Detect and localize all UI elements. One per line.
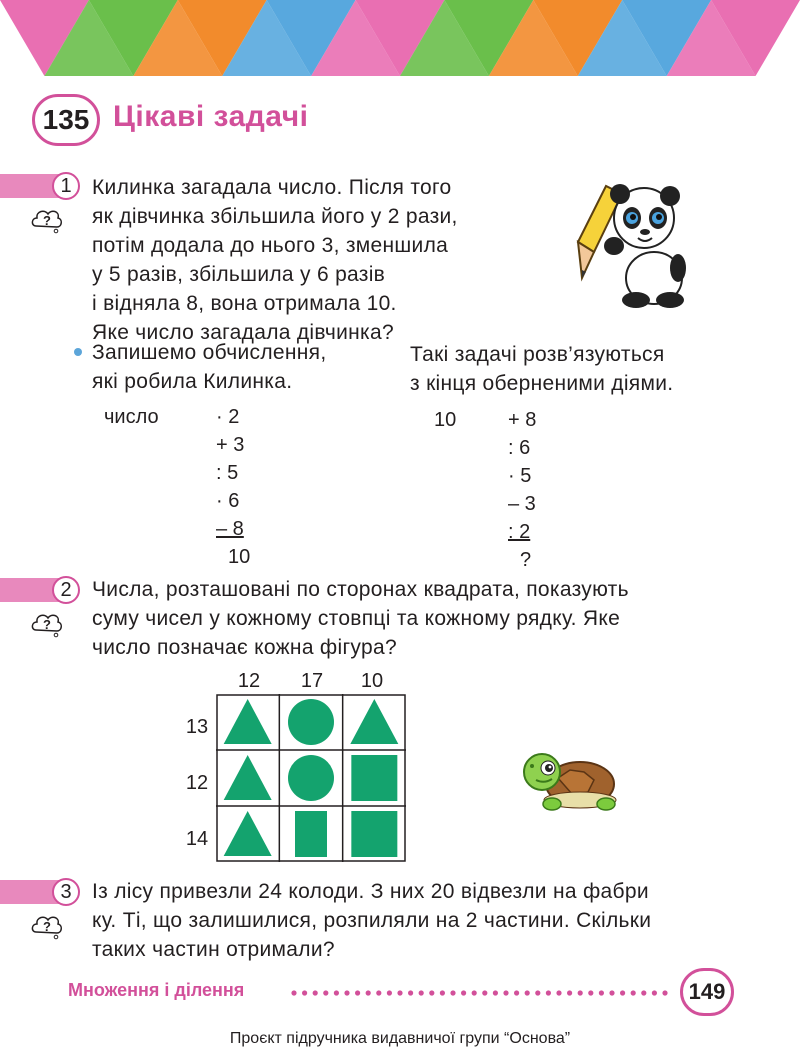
hint-bullet: [74, 348, 82, 356]
question-cloud-icon: [30, 912, 64, 940]
hint-left: Запишемо обчислення, які робила Килинка.: [92, 341, 327, 393]
shape-grid: [216, 694, 406, 862]
task-number: 3: [52, 878, 80, 906]
task3-text: Із лісу привезли 24 колоди. З них 20 відвезли на фабри ку. Ті, що залишилися, розпиляли на 2 частини. Скільки таких частин отримали?: [92, 880, 652, 961]
question-cloud-icon: [30, 610, 64, 638]
lesson-title: Цікаві задачі: [113, 100, 309, 133]
svg-text:?: ?: [43, 919, 51, 934]
svg-text:?: ?: [43, 213, 51, 228]
question-cloud-icon: [30, 206, 64, 234]
row-sum: 12: [185, 772, 209, 794]
row-sum: 14: [185, 828, 209, 850]
shape-rectangle: [295, 811, 327, 857]
column-sum: 12: [237, 670, 261, 692]
task-number: 2: [52, 576, 80, 604]
publisher-credit: Проєкт підручника видавничої групи “Основа”: [229, 1030, 571, 1047]
backward-steps: + 8 : 6 · 5 – 3 : 2 ?: [508, 409, 537, 571]
top-banner: [0, 0, 800, 76]
shape-circle: [288, 699, 334, 745]
lesson-number: 135: [32, 94, 100, 146]
shape-square: [351, 755, 397, 801]
turtle-illustration: [518, 744, 620, 812]
shape-circle: [288, 755, 334, 801]
backward-start: 10: [434, 409, 457, 431]
column-sum: 10: [360, 670, 384, 692]
task2-text: Числа, розташовані по сторонах квадрата, показують суму чисел у кожному стовпці та кожному рядку. Яке число позначає кожна фігура?: [92, 578, 629, 659]
panda-illustration: [570, 174, 700, 314]
shape-square: [351, 811, 397, 857]
task-number: 1: [52, 172, 80, 200]
dotted-leader: [290, 988, 675, 998]
forward-start: число: [104, 406, 159, 428]
section-title: Множення і ділення: [68, 980, 245, 1000]
page-number: 149: [680, 968, 734, 1016]
row-sum: 13: [185, 716, 209, 738]
svg-text:?: ?: [43, 617, 51, 632]
task1-text: Килинка загадала число. Після того як дівчинка збільшила його у 2 рази, потім додала до нього 3, зменшила у 5 разів, збільшила у 6 разів і відняла 8, вона отримала 10. Яке число загадала дівчинка?: [92, 176, 458, 344]
column-sum: 17: [300, 670, 324, 692]
hint-right: Такі задачі розв’язуються з кінця оберненими діями.: [410, 343, 674, 395]
forward-steps: · 2 + 3 : 5 · 6 – 8 10: [216, 406, 251, 568]
